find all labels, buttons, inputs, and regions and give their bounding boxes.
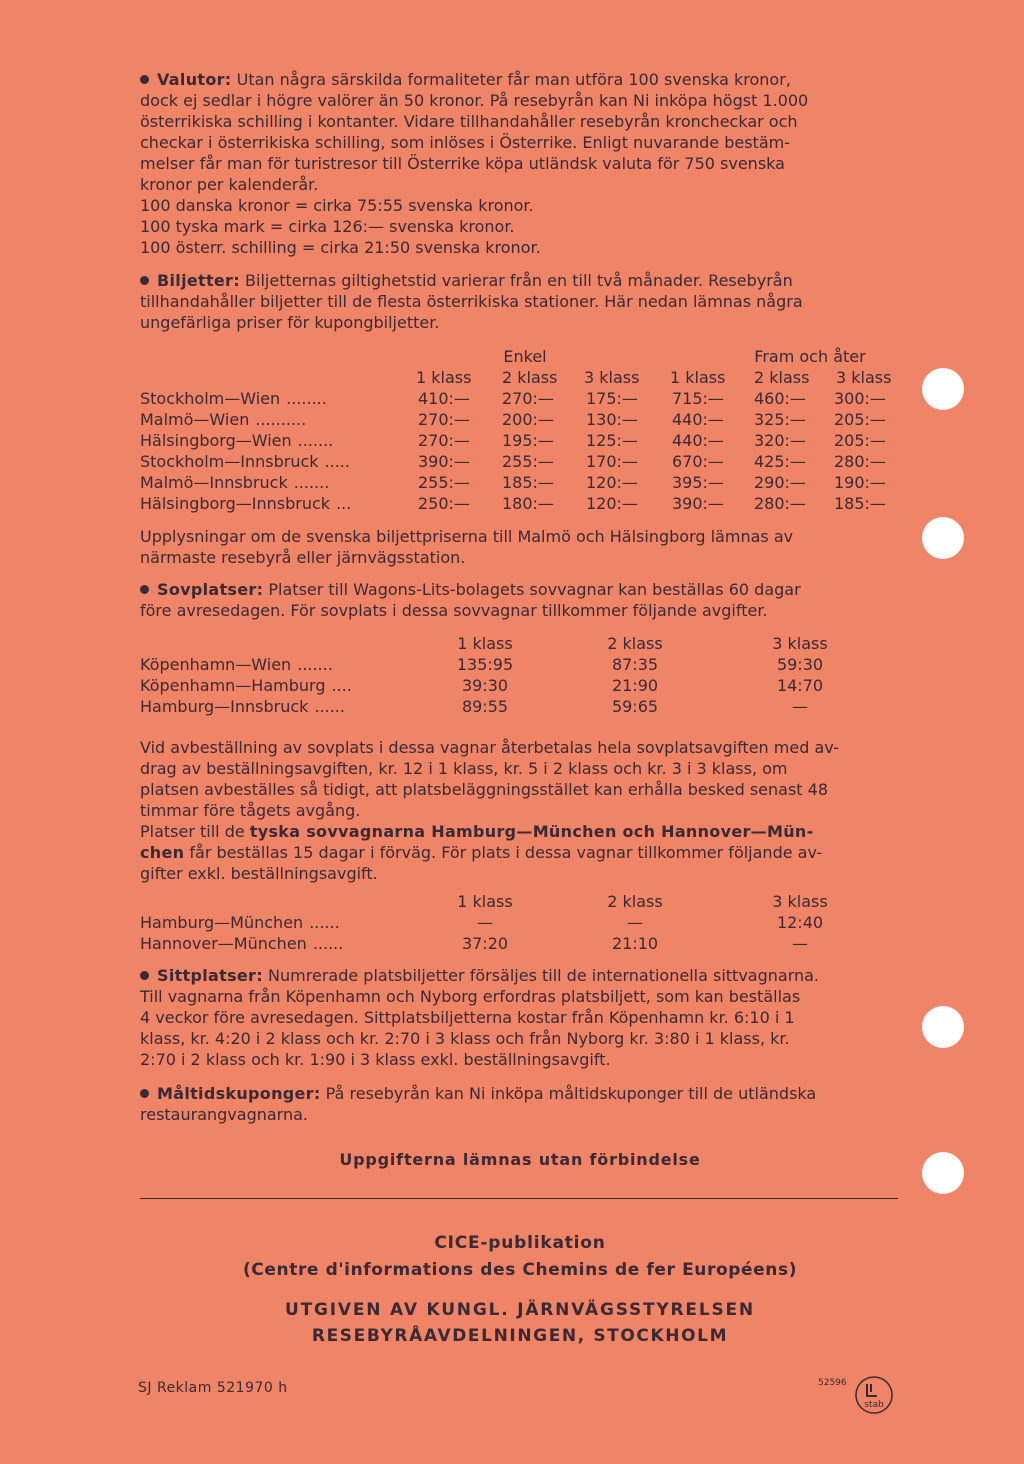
leader-dots: .......... bbox=[255, 410, 307, 429]
bullet-icon bbox=[140, 1089, 149, 1098]
table-row bbox=[140, 654, 900, 675]
price-cell: 270:— bbox=[418, 410, 470, 429]
price-cell: 120:— bbox=[586, 473, 638, 492]
price-cell: 190:— bbox=[834, 473, 886, 492]
stab-logo bbox=[853, 1374, 895, 1416]
group-enkel: Enkel bbox=[503, 347, 547, 366]
leader-dots: ....... bbox=[297, 655, 333, 674]
biljetter-section: Biljetter: Biljetternas giltighetstid varierar från en till två månader. Resebyrån tillhandahåller biljetter till de flesta österrikiska stationer. Här nedan lämnas några ungefärliga priser för kupongbiljetter. bbox=[140, 271, 803, 332]
table-row bbox=[140, 430, 900, 451]
price-cell: 205:— bbox=[834, 431, 886, 450]
bullet-icon bbox=[140, 276, 149, 285]
sovplatser-cancellation: Vid avbeställning av sovplats i dessa vagnar återbetalas hela sovplatsavgiften med av- drag av beställningsavgiften, kr. 12 i 1 klass, kr. 5 i 2 klass och kr. 3 i 3 klass, om platsen avbeställes så tidigt, att platsbeläggningsstället kan erhålla besked senast 48 timmar före tågets avgång. Platser till de tyska sovvagnarna Hamburg—München och Hannover—Mün- chen får beställas 15 dagar i förväg. För plats i dessa vagnar tillkommer följande av- gifter exkl. beställningsavgift. bbox=[140, 738, 840, 883]
price-cell: 460:— bbox=[754, 389, 806, 408]
table-row bbox=[140, 933, 900, 954]
table-row bbox=[140, 388, 900, 409]
leader-dots: .... bbox=[331, 676, 352, 695]
price-cell: 715:— bbox=[672, 389, 724, 408]
table-column-header: 1 klass 2 klass 3 klass bbox=[457, 892, 828, 911]
stab-logo-text: stab bbox=[864, 1400, 884, 1410]
price-cell: 185:— bbox=[834, 494, 886, 513]
resebyra-avdelning: RESEBYRÅAVDELNINGEN, STOCKHOLM bbox=[311, 1326, 729, 1346]
table-row bbox=[140, 409, 900, 430]
cice-title: CICE-publikation bbox=[434, 1233, 606, 1253]
table-column-header: 1 klass 2 klass 3 klass bbox=[457, 634, 828, 653]
table-row bbox=[140, 696, 900, 717]
price-cell: 250:— bbox=[418, 494, 470, 513]
route-name: Hamburg—München ...... bbox=[140, 913, 340, 932]
price-cell: 180:— bbox=[502, 494, 554, 513]
sovplats-price-table bbox=[140, 633, 900, 717]
price-cell: — bbox=[477, 913, 493, 932]
binder-hole bbox=[922, 517, 964, 559]
sovplatser-section: Sovplatser: Platser till Wagons-Lits-bolagets sovvagnar kan beställas 60 dagar före avresedagen. För sovplats i dessa sovvagnar tillkommer följande avgifter. bbox=[140, 580, 801, 620]
sj-reklam-code: SJ Reklam 521970 h bbox=[138, 1380, 288, 1396]
leader-dots: ..... bbox=[324, 452, 350, 471]
cice-full-name: (Centre d'informations des Chemins de fer Européens) bbox=[242, 1260, 798, 1280]
price-cell: 390:— bbox=[418, 452, 470, 471]
bullet-icon bbox=[140, 75, 149, 84]
price-cell: 130:— bbox=[586, 410, 638, 429]
leader-dots: ....... bbox=[297, 431, 334, 450]
price-cell: 270:— bbox=[418, 431, 470, 450]
table-column-header: 1 klass 2 klass 3 klass 1 klass 2 klass 3 klass bbox=[416, 368, 892, 387]
price-cell: 280:— bbox=[754, 494, 806, 513]
leader-dots: ... bbox=[336, 494, 352, 513]
price-cell: 440:— bbox=[672, 410, 724, 429]
route-name: Malmö—Innsbruck ....... bbox=[140, 473, 330, 492]
table-row bbox=[140, 912, 900, 933]
table-row bbox=[140, 472, 900, 493]
price-cell: — bbox=[792, 697, 808, 716]
price-cell: 320:— bbox=[754, 431, 806, 450]
price-cell: 200:— bbox=[502, 410, 554, 429]
price-cell: 21:90 bbox=[611, 676, 659, 695]
bullet-icon bbox=[140, 971, 149, 980]
valutor-heading: Valutor: bbox=[157, 70, 232, 89]
leader-dots: ........ bbox=[286, 389, 327, 408]
biljett-price-table bbox=[140, 346, 900, 514]
leader-dots: ...... bbox=[314, 697, 345, 716]
price-cell: — bbox=[627, 913, 643, 932]
binder-hole bbox=[922, 368, 964, 410]
price-cell: 670:— bbox=[672, 452, 724, 471]
group-fram-och-ater: Fram och åter bbox=[754, 347, 866, 366]
sovplatser-heading: Sovplatser: bbox=[157, 580, 264, 599]
rate-dkk: 100 danska kronor = cirka 75:55 svenska kronor. bbox=[140, 196, 534, 215]
route-name: Hannover—München ...... bbox=[140, 934, 344, 953]
leader-dots: ...... bbox=[312, 934, 344, 953]
divider bbox=[140, 1198, 898, 1199]
valutor-section: Valutor: Utan några särskilda formaliteter får man utföra 100 svenska kronor, dock ej sedlar i högre valörer än 50 kronor. På resebyrån kan Ni inköpa högst 1.000 österrikiska schilling i kontanter. Vidare tillhandahåller resebyrån kroncheckar och checkar i österrikiska schilling, som inlöses i Österrike. Enligt nuvarande bestäm- melser får man för turistresor till Österrike köpa utländsk valuta för 750 svenska kronor per kalenderår. 100 danska kronor = cirka 75:55 svenska kronor. 100 tyska mark = cirka 126:— svenska kronor. 100 österr. schilling = cirka 21:50 svenska kronor. bbox=[140, 69, 900, 258]
print-number: 52596 bbox=[818, 1378, 847, 1388]
route-name: Stockholm—Wien ........ bbox=[140, 389, 327, 408]
price-cell: 325:— bbox=[754, 410, 806, 429]
price-cell: 195:— bbox=[502, 431, 554, 450]
leader-dots: ....... bbox=[293, 473, 330, 492]
route-name: Köpenhamn—Hamburg .... bbox=[140, 676, 352, 695]
bullet-icon bbox=[140, 585, 149, 594]
price-cell: 410:— bbox=[418, 389, 470, 408]
price-cell: 120:— bbox=[586, 494, 638, 513]
price-cell: 89:55 bbox=[461, 697, 509, 716]
price-cell: 21:10 bbox=[611, 934, 659, 953]
price-cell: 255:— bbox=[502, 452, 554, 471]
maltid-heading: Måltidskuponger: bbox=[157, 1084, 321, 1103]
price-cell: 59:65 bbox=[611, 697, 659, 716]
price-cell: 290:— bbox=[754, 473, 806, 492]
sittplatser-heading: Sittplatser: bbox=[157, 966, 263, 985]
price-cell: — bbox=[792, 934, 808, 953]
price-cell: 185:— bbox=[502, 473, 554, 492]
rate-ats: 100 österr. schilling = cirka 21:50 svenska kronor. bbox=[140, 238, 541, 257]
table-row bbox=[140, 675, 900, 696]
maltid-section: Måltidskuponger: På resebyrån kan Ni inköpa måltidskuponger till de utländska restaurangvagnarna. bbox=[140, 1084, 817, 1124]
sittplatser-section: Sittplatser: Numrerade platsbiljetter försäljes till de internationella sittvagnarna. Till vagnarna från Köpenhamn och Nyborg erfordras platsbiljett, som kan beställas 4 veckor före avresedagen. Sittplatsbiljetterna kostar från Köpenhamn kr. 6:10 i 1 klass, kr. 4:20 i 2 klass och kr. 2:70 i 3 klass och från Nyborg kr. 3:80 i 1 klass, kr. 2:70 i 2 klass och kr. 1:90 i 3 klass exkl. beställningsavgift. bbox=[140, 966, 820, 1069]
route-name: Stockholm—Innsbruck ..... bbox=[140, 452, 350, 471]
price-cell: 125:— bbox=[586, 431, 638, 450]
biljetter-note: Upplysningar om de svenska biljettpriserna till Malmö och Hälsingborg lämnas av närmaste resebyrå eller järnvägsstation. bbox=[140, 527, 794, 567]
price-cell: 175:— bbox=[586, 389, 638, 408]
price-cell: 440:— bbox=[672, 431, 724, 450]
price-cell: 205:— bbox=[834, 410, 886, 429]
biljetter-heading: Biljetter: bbox=[157, 271, 240, 290]
price-cell: 37:20 bbox=[461, 934, 509, 953]
price-cell: 425:— bbox=[754, 452, 806, 471]
price-cell: 280:— bbox=[834, 452, 886, 471]
price-cell: 39:30 bbox=[461, 676, 509, 695]
binder-hole bbox=[922, 1006, 964, 1048]
leader-dots: ...... bbox=[309, 913, 340, 932]
price-cell: 14:70 bbox=[776, 676, 824, 695]
route-name: Köpenhamn—Wien ....... bbox=[140, 655, 333, 674]
price-cell: 87:35 bbox=[611, 655, 659, 674]
utgiven: UTGIVEN AV KUNGL. JÄRNVÄGSSTYRELSEN bbox=[285, 1300, 755, 1320]
table-group-header bbox=[140, 346, 900, 367]
price-cell: 255:— bbox=[418, 473, 470, 492]
table-row bbox=[140, 493, 900, 514]
price-cell: 135:95 bbox=[456, 655, 514, 674]
disclaimer: Uppgifterna lämnas utan förbindelse bbox=[339, 1150, 701, 1169]
price-cell: 270:— bbox=[502, 389, 554, 408]
route-name: Hälsingborg—Innsbruck ... bbox=[140, 494, 352, 513]
route-name: Hamburg—Innsbruck ...... bbox=[140, 697, 345, 716]
price-cell: 395:— bbox=[672, 473, 724, 492]
route-name: Malmö—Wien .......... bbox=[140, 410, 307, 429]
price-cell: 300:— bbox=[834, 389, 886, 408]
price-cell: 59:30 bbox=[776, 655, 824, 674]
rate-dem: 100 tyska mark = cirka 126:— svenska kronor. bbox=[140, 217, 515, 236]
route-name: Hälsingborg—Wien ....... bbox=[140, 431, 334, 450]
tyska-sovvagn-table bbox=[140, 891, 900, 954]
price-cell: 390:— bbox=[672, 494, 724, 513]
binder-hole bbox=[922, 1152, 964, 1194]
table-row bbox=[140, 451, 900, 472]
price-cell: 12:40 bbox=[776, 913, 824, 932]
price-cell: 170:— bbox=[586, 452, 638, 471]
